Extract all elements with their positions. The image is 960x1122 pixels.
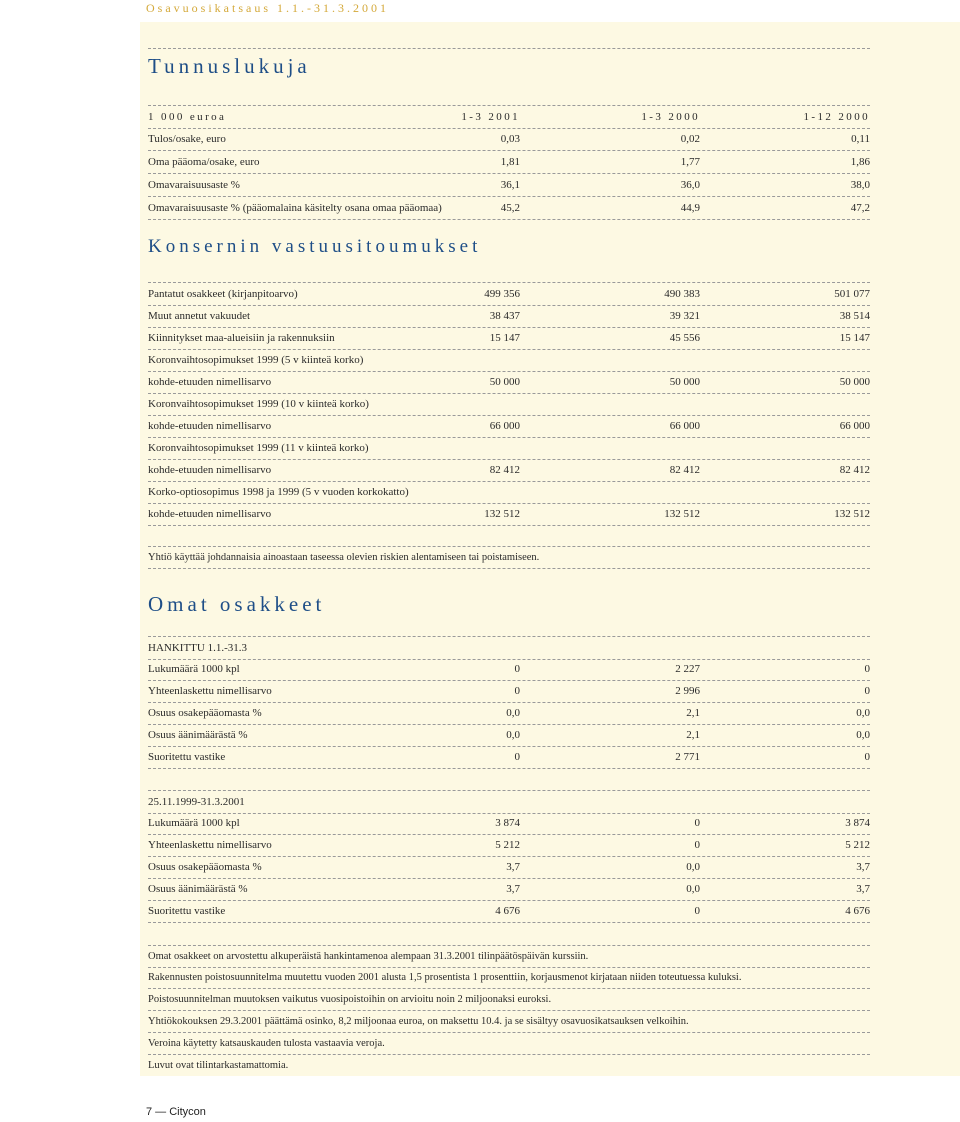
row-value: 132 512 [664, 508, 700, 520]
row-value: 82 412 [839, 464, 870, 476]
row-value: 2 996 [675, 685, 700, 697]
row-value: 50 000 [489, 376, 520, 388]
table-row [148, 371, 870, 394]
row-value: 4 676 [495, 905, 520, 917]
row-value: 15 147 [839, 332, 870, 344]
row-value: 5 212 [845, 839, 870, 851]
row-label: Lukumäärä 1000 kpl [148, 663, 240, 675]
group-title-row [148, 790, 870, 814]
row-value: 4 676 [845, 905, 870, 917]
table-row [148, 724, 870, 747]
row-value: 2,1 [686, 729, 700, 741]
derivatives-note: Yhtiö käyttää johdannaisia ainoastaan taseessa olevien riskien alentamiseen tai poistamiseen. [148, 546, 870, 569]
row-value: 0,0 [856, 707, 870, 719]
table-row [148, 702, 870, 725]
row-label: Osuus osakepääomasta % [148, 861, 262, 873]
row-label: Suoritettu vastike [148, 905, 226, 917]
row-value: 0 [694, 817, 700, 829]
group-title: 25.11.1999-31.3.2001 [148, 796, 245, 808]
row-label: Koronvaihtosopimukset 1999 (10 v kiinteä korko) [148, 398, 369, 410]
table-row [148, 437, 870, 460]
row-label: Kiinnitykset maa-alueisiin ja rakennuksiin [148, 332, 335, 344]
row-value: 3 874 [495, 817, 520, 829]
row-value: 1,81 [500, 156, 520, 168]
row-value: 38 514 [839, 310, 870, 322]
row-value: 39 321 [669, 310, 700, 322]
table-row [148, 393, 870, 416]
table-row [148, 327, 870, 350]
divider [148, 48, 870, 49]
row-label: Pantatut osakkeet (kirjanpitoarvo) [148, 288, 298, 300]
table-row [148, 305, 870, 328]
table-row [148, 151, 870, 174]
row-value: 15 147 [489, 332, 520, 344]
row-value: 2 227 [675, 663, 700, 675]
row-value: 3,7 [856, 861, 870, 873]
row-value: 0,0 [506, 729, 520, 741]
document-header-title: Osavuosikatsaus 1.1.-31.3.2001 [146, 1, 389, 15]
row-label: Suoritettu vastike [148, 751, 226, 763]
row-value: 1,86 [850, 156, 870, 168]
row-value: 3,7 [506, 883, 520, 895]
row-label: Lukumäärä 1000 kpl [148, 817, 240, 829]
row-value: 50 000 [669, 376, 700, 388]
row-value: 0,0 [856, 729, 870, 741]
table-row [148, 174, 870, 197]
row-label: Osuus äänimäärästä % [148, 729, 248, 741]
row-value: 3 874 [845, 817, 870, 829]
header-col-1: 1-3 2001 [461, 111, 520, 123]
table-row [148, 282, 870, 306]
row-value: 36,0 [680, 179, 700, 191]
row-label: kohde-etuuden nimellisarvo [148, 376, 272, 388]
content-panel [140, 22, 960, 1076]
row-value: 66 000 [839, 420, 870, 432]
row-value: 82 412 [489, 464, 520, 476]
row-value: 1,77 [680, 156, 700, 168]
note-item: Poistosuunnitelman muutoksen vaikutus vuosipoistoihin on arvioitu noin 2 miljoonaksi euroksi. [148, 989, 870, 1011]
row-value: 499 356 [484, 288, 520, 300]
row-value: 0 [864, 751, 870, 763]
table-row [148, 415, 870, 438]
row-value: 490 383 [664, 288, 700, 300]
row-label: Osuus osakepääomasta % [148, 707, 262, 719]
row-value: 132 512 [834, 508, 870, 520]
header-col-2: 1-3 2000 [641, 111, 700, 123]
note-item: Luvut ovat tilintarkastamattomia. [148, 1060, 289, 1071]
row-value: 0,11 [851, 133, 870, 145]
row-label: Yhteenlaskettu nimellisarvo [148, 839, 272, 851]
row-value: 45,2 [500, 202, 520, 214]
row-label: Korko-optiosopimus 1998 ja 1999 (5 v vuoden korkokatto) [148, 486, 409, 498]
row-value: 0,0 [686, 883, 700, 895]
row-value: 132 512 [484, 508, 520, 520]
row-label: kohde-etuuden nimellisarvo [148, 420, 272, 432]
row-value: 0 [864, 685, 870, 697]
note-item: Veroina käytetty katsauskauden tulosta vastaavia veroja. [148, 1033, 870, 1055]
row-value: 0 [514, 751, 520, 763]
row-value: 5 212 [495, 839, 520, 851]
section-title-vastuusitoumukset: Konsernin vastuusitoumukset [148, 236, 482, 257]
row-value: 36,1 [500, 179, 520, 191]
table-row [148, 834, 870, 857]
row-value: 0,0 [506, 707, 520, 719]
row-label: Tulos/osake, euro [148, 133, 226, 145]
row-value: 50 000 [839, 376, 870, 388]
row-value: 47,2 [850, 202, 870, 214]
row-label: kohde-etuuden nimellisarvo [148, 508, 272, 520]
row-value: 0 [514, 685, 520, 697]
table-row [148, 900, 870, 923]
row-value: 3,7 [856, 883, 870, 895]
section-title-omat-osakkeet: Omat osakkeet [148, 592, 326, 616]
row-value: 38 437 [489, 310, 520, 322]
row-value: 38,0 [850, 179, 870, 191]
row-value: 501 077 [834, 288, 870, 300]
table-row [148, 197, 870, 220]
note-item: Omat osakkeet on arvostettu alkuperäistä hankintamenoa alempaan 31.3.2001 tilinpäätöspäivän kurssiin. [148, 945, 870, 968]
row-value: 3,7 [506, 861, 520, 873]
section-title-tunnuslukuja: Tunnuslukuja [148, 54, 311, 78]
table-row [148, 812, 870, 835]
group-title: HANKITTU 1.1.-31.3 [148, 642, 247, 654]
row-value: 0,0 [686, 861, 700, 873]
table-header-row [148, 105, 870, 129]
note-item: Rakennusten poistosuunnitelma muutettu vuoden 2001 alusta 1,5 prosentista 1 prosenttiin, korjausmenot kirjataan niiden toteutuessa kuluksi. [148, 967, 870, 989]
table-row [148, 746, 870, 769]
row-value: 82 412 [669, 464, 700, 476]
row-label: Koronvaihtosopimukset 1999 (11 v kiinteä korko) [148, 442, 369, 454]
page-footer: 7 — Citycon [146, 1106, 206, 1118]
row-label: Omavaraisuusaste % [148, 179, 240, 191]
row-label: Koronvaihtosopimukset 1999 (5 v kiinteä korko) [148, 354, 364, 366]
table-row [148, 481, 870, 504]
row-value: 2 771 [675, 751, 700, 763]
row-value: 0 [694, 905, 700, 917]
row-label: Muut annetut vakuudet [148, 310, 251, 322]
row-value: 66 000 [669, 420, 700, 432]
row-value: 0 [694, 839, 700, 851]
note-item: Yhtiökokouksen 29.3.2001 päättämä osinko, 8,2 miljoonaa euroa, on maksettu 10.4. ja se sisältyy osavuosikatsauksen velkoihin. [148, 1011, 870, 1033]
row-label: kohde-etuuden nimellisarvo [148, 464, 272, 476]
row-label: Osuus äänimäärästä % [148, 883, 248, 895]
row-value: 2,1 [686, 707, 700, 719]
table-row [148, 128, 870, 151]
row-value: 0,02 [680, 133, 700, 145]
header-label: 1 000 euroa [148, 111, 227, 123]
row-value: 0 [514, 663, 520, 675]
table-row [148, 680, 870, 703]
row-value: 44,9 [680, 202, 700, 214]
row-label: Omavaraisuusaste % (pääomalaina käsitelty osana omaa pääomaa) [148, 202, 442, 214]
row-label: Yhteenlaskettu nimellisarvo [148, 685, 272, 697]
table-row [148, 856, 870, 879]
table-row [148, 349, 870, 372]
table-row [148, 658, 870, 681]
table-row [148, 878, 870, 901]
table-row [148, 503, 870, 526]
row-value: 66 000 [489, 420, 520, 432]
row-value: 0,03 [500, 133, 520, 145]
row-value: 45 556 [669, 332, 700, 344]
group-title-row [148, 636, 870, 660]
row-label: Oma pääoma/osake, euro [148, 156, 260, 168]
header-col-3: 1-12 2000 [803, 111, 870, 123]
table-row [148, 459, 870, 482]
row-value: 0 [864, 663, 870, 675]
